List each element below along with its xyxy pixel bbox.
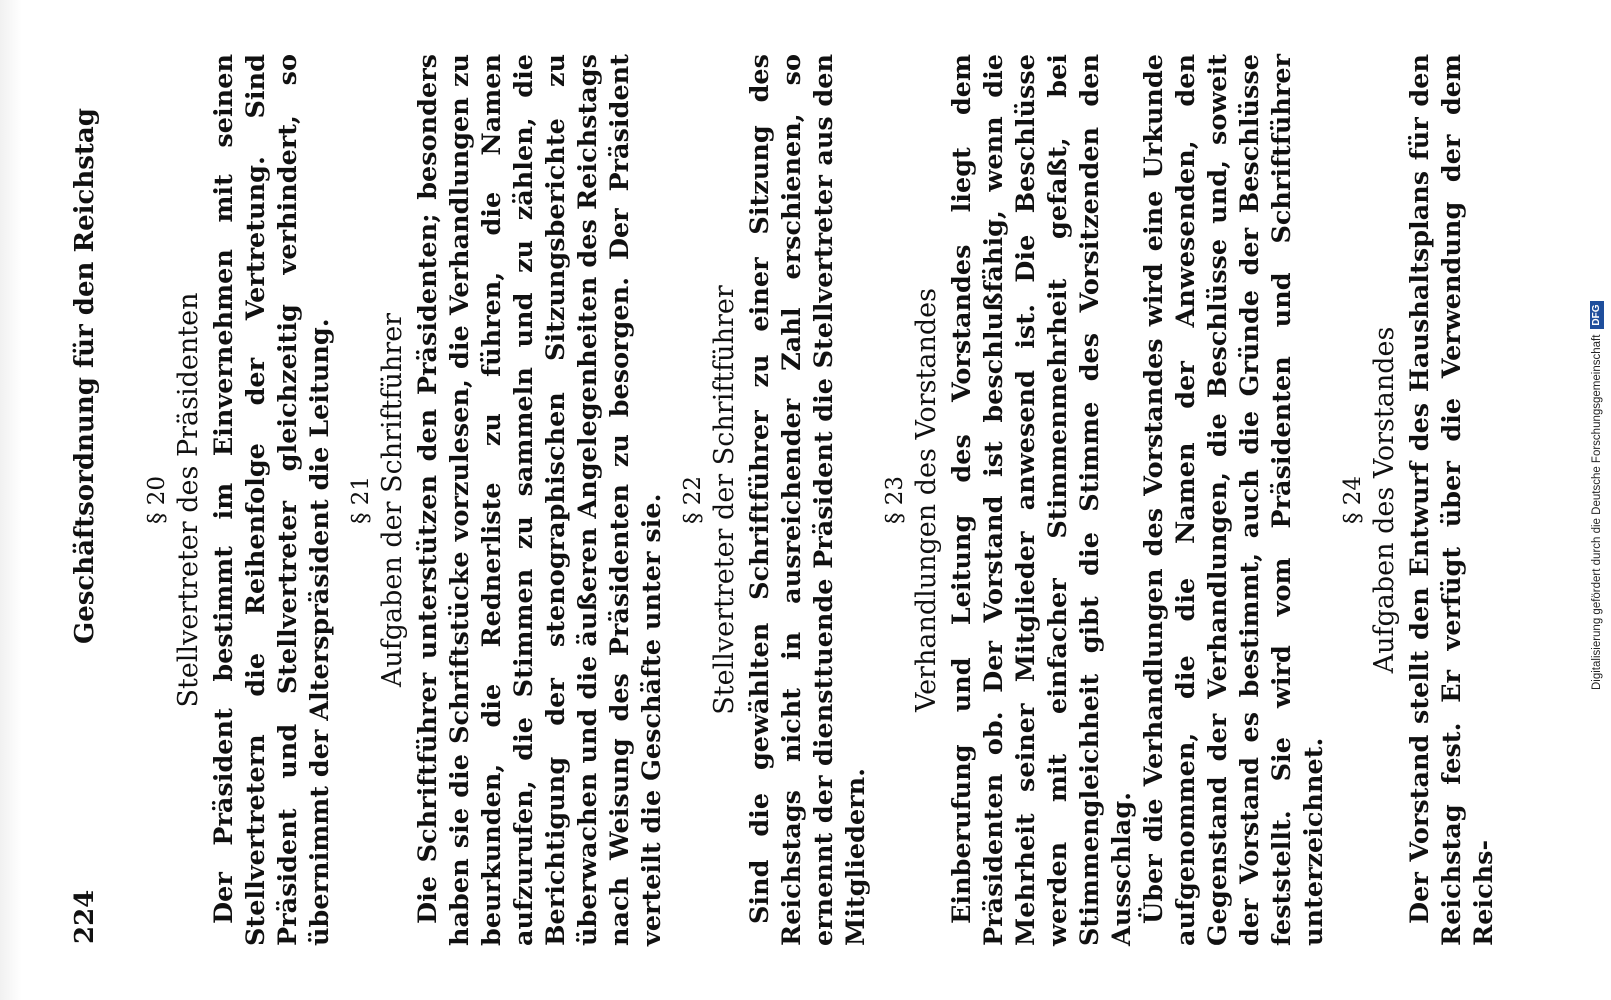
section-title: Stellvertreter der Schriftführer: [709, 285, 740, 715]
section-title: Aufgaben der Schriftführer: [377, 312, 408, 688]
section-paragraph: Einberufung und Leitung des Vorstandes liegt dem Präsidenten ob. Der Vorstand ist beschlußfähig, wenn die Mehrheit seiner Mitglieder anwesend ist. Die Beschlüsse werden mit einfacher Stimmenmehrheit gefaßt, bei Stimmengleichheit gibt die Stimme des Vorsitzenden den Ausschlag.: [947, 54, 1137, 946]
section-22: [678, 50, 872, 950]
section-paragraph: Sind die gewählten Schriftführer zu einer Sitzung des Reichstags nicht in ausreichender Zahl erschienen, so ernennt der diensttuende Präsident die Stellvertreter aus den Mitgliedern.: [745, 54, 871, 946]
section-number: § 22: [680, 475, 706, 525]
section-number: § 20: [144, 475, 170, 525]
section-paragraph: Die Schriftführer unterstützen den Präsidenten; besonders haben sie die Schriftstücke vorzulesen, die Verhandlungen zu beurkunden, die Rednerliste zu führen, die Namen aufzurufen, die Stimmen zu sammeln und zu zählen, die Berichtigung der stenographischen Sitzungsberichte zu überwachen und die äußeren Angelegenheiten des Reichstags nach Weisung des Präsidenten zu besorgen. Der Präsident verteilt die Geschäfte unter sie.: [413, 54, 667, 946]
digitization-credit-text: Digitalisierung gefördert durch die Deutsche Forschungsgemeinschaft: [1591, 334, 1603, 690]
section-23: [880, 50, 1330, 950]
section-20: [142, 50, 336, 950]
running-header-title: Geschäftsordnung für den Reichstag: [70, 108, 100, 644]
section-title: Stellvertreter des Präsidenten: [173, 292, 204, 708]
section-number: § 23: [882, 475, 908, 525]
running-header: [70, 50, 114, 950]
page-content: [70, 50, 1550, 950]
digitization-credit: [1581, 0, 1611, 1000]
section-number: § 24: [1340, 475, 1366, 525]
digitization-credit-line: [1589, 10, 1605, 690]
page-number: 224: [70, 889, 100, 944]
rotated-page-content: [50, 50, 1530, 950]
section-21: [346, 50, 668, 950]
section-title: Verhandlungen des Vorstandes: [911, 288, 942, 712]
section-paragraph: Der Vorstand stellt den Entwurf des Haushaltsplans für den Reichstag fest. Er verfügt über die Verwendung der dem Reichs-: [1405, 54, 1499, 946]
section-title: Aufgaben des Vorstandes: [1369, 326, 1400, 674]
section-24: [1338, 50, 1500, 950]
section-number: § 21: [348, 475, 374, 525]
dfg-logo: DFG: [1590, 301, 1604, 328]
section-paragraph: Über die Verhandlungen des Vorstandes wird eine Urkunde aufgenommen, die die Namen der Anwesenden, den Gegenstand der Verhandlungen, die Beschlüsse und, soweit der Vorstand es bestimmt, auch die Gründe der Beschlüsse feststellt. Sie wird vom Präsidenten und Schriftführer unterzeichnet.: [1139, 54, 1329, 946]
scan-edge: [0, 0, 22, 1000]
section-paragraph: Der Präsident bestimmt im Einvernehmen mit seinen Stellvertretern die Reihenfolge der Vertretung. Sind Präsident und Stellvertreter gleichzeitig verhindert, so übernimmt der Alterspräsident die Leitung.: [209, 54, 335, 946]
